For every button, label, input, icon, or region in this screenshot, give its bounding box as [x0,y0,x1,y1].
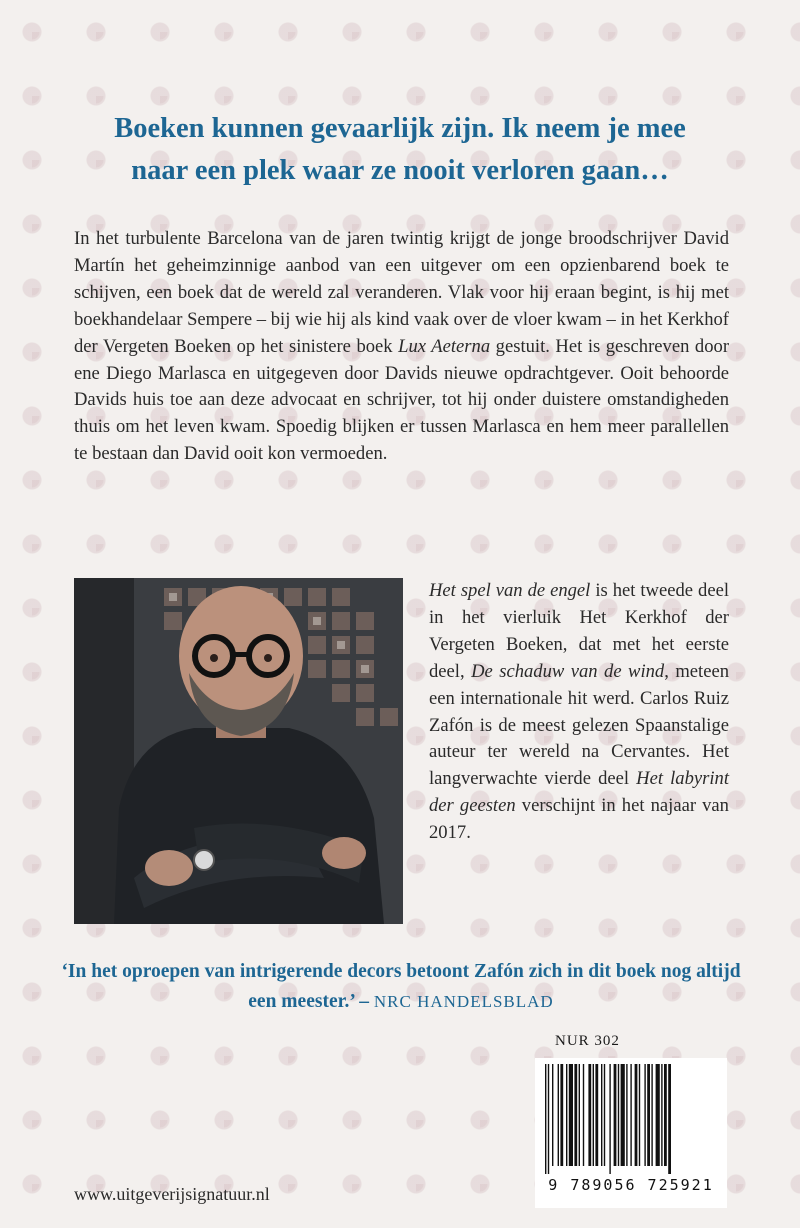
barcode-bar [656,1064,660,1166]
about-first-book-title: De schaduw van de wind [471,660,665,682]
barcode-bars [541,1064,721,1174]
barcode-bar [593,1064,594,1166]
barcode-bar [630,1064,631,1166]
nur-code: NUR 302 [555,1033,620,1049]
barcode-bar [609,1064,610,1174]
barcode-bar [566,1064,567,1166]
barcode-bar [668,1064,671,1174]
barcode-bar [595,1064,598,1166]
about-paragraph [429,578,729,847]
barcode-bar [626,1064,627,1166]
barcode-bar [579,1064,580,1166]
barcode-bar [569,1064,573,1166]
about-book-title: Het spel van de engel [429,580,591,601]
press-quote-source: NRC HANDELSBLAD [373,992,554,1011]
barcode-bar [604,1064,605,1166]
barcode-bar [618,1064,619,1166]
about-text-3: verschijnt in het najaar van 2017. [429,795,729,844]
press-quote-text: ‘In het oproepen van intrigerende decors betoont Zafón zich in dit boek nog altijd een meester.’ – [61,961,741,1012]
barcode-bar [661,1064,662,1166]
barcode-bar [552,1064,553,1166]
barcode-bar [601,1064,602,1166]
isbn-number: 9 789056 725921 [548,1176,714,1194]
barcode-bar [548,1064,549,1174]
blurb-book-title: Lux Aeterna [398,335,491,357]
barcode-bar [644,1064,645,1166]
barcode-bar [558,1064,559,1166]
barcode-bar [621,1064,625,1166]
about-text-2: , meteen een internationale hit werd. Carlos Ruiz Zafón is de meest gelezen Spaanstalige auteur ter wereld na Cervantes. Het langverwachte vierde deel [429,660,730,790]
author-photo [74,578,403,924]
press-quote [56,957,746,1017]
barcode-bar [651,1064,652,1166]
tagline-line-1: Boeken kunnen gevaarlijk zijn. Ik neem je mee [114,113,686,144]
barcode-bar [635,1064,638,1166]
tagline-line-2: naar een plek waar ze nooit verloren gaan… [131,155,669,186]
about-fourth-book-title: Het labyrint der geesten [429,768,730,817]
publisher-website[interactable]: www.uitgeverijsignatuur.nl [74,1184,270,1204]
blurb-text-2: gestuit. Het is geschreven door ene Diego Marlasca en uitgegeven door Davids nieuwe opdrachtgever. Ooit behoorde Davids huis toe aan deze advocaat en schrijver, tot hij onder duistere omstandigheden thuis om het leven kwam. Spoedig blijken er tussen Marlasca en hem meer parallellen te bestaan dan David ooit kon vermoeden. [74,335,730,465]
barcode-bar [664,1064,667,1166]
barcode-bar [583,1064,584,1166]
about-text-1: is het tweede deel in het vierluik Het Kerkhof der Vergeten Boeken, dat met het eerste deel, [429,580,729,682]
author-portrait-image [74,578,403,924]
tagline [0,108,800,192]
barcode-bar [588,1064,591,1166]
blurb-text-1: In het turbulente Barcelona van de jaren twintig krijgt de jonge broodschrijver David Martín het geheimzinnige aanbod van een uitgever om een opzienbarend boek te schijven, een boek dat de wereld zal veranderen. Vlak voor hij eraan begint, is hij met boekhandelaar Sempere – bij wie hij als kind vaak over de vloer kwam – in het Kerkhof der Vergeten Boeken op het sinistere boek [74,228,729,357]
barcode-bar [639,1064,640,1166]
barcode-bar [574,1064,577,1166]
barcode-bar [560,1064,563,1166]
barcode-bar [614,1064,617,1166]
blurb-paragraph [74,226,729,468]
barcode-bar [647,1064,650,1166]
barcode-bar [545,1064,546,1174]
isbn-barcode [535,1058,727,1208]
